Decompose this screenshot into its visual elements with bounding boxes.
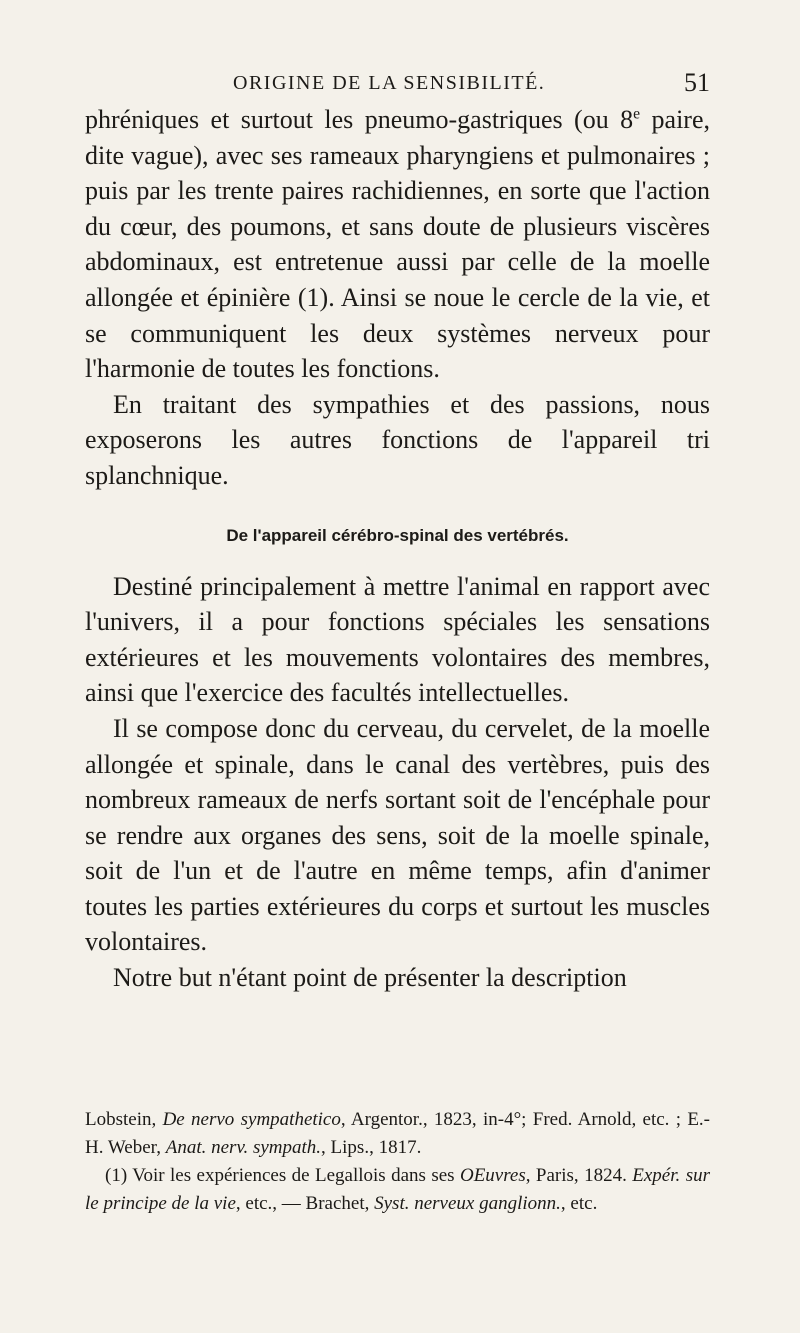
fn2-text-b: , Paris, 1824. — [525, 1165, 633, 1186]
ordinal-superscript: e — [633, 105, 641, 123]
main-text — [85, 102, 710, 996]
fn2-title-3: Syst. nerveux ganglionn. — [374, 1193, 561, 1214]
fn2-text-a: (1) Voir les expériences de Legallois dans ses — [105, 1165, 460, 1186]
footnotes — [85, 1106, 710, 1218]
footnote-1 — [85, 1162, 710, 1218]
fn2-text-c: , etc., — Brachet, — [235, 1193, 375, 1214]
paragraph-2: En traitant des sympathies et des passions, nous exposerons les autres fonctions de l'appareil tri splanchnique. — [85, 389, 710, 490]
paragraph-1 — [85, 102, 710, 387]
footnote-continued — [85, 1106, 710, 1162]
fn2-text-d: , etc. — [560, 1193, 598, 1214]
fn1-title-2: Anat. nerv. sympath. — [165, 1137, 322, 1158]
page-header — [85, 68, 710, 102]
section-heading: De l'appareil cérébro-spinal des vertébrés. — [226, 525, 569, 545]
paragraph-1-rest: paire, dite vague), avec ses rameaux pharyngiens et pulmonaires ; puis par les trente paires rachidiennes, en sorte que l'action du cœur, des poumons, et sans doute de plusieurs viscères abdominaux, est entretenue aussi par celle de la moelle allongée et épinière (1). Ainsi se noue le cercle de la vie, et se communiquent les deux systèmes nerveux pour l'harmonie de toutes les fonctions. — [85, 105, 711, 384]
fn2-title-1: OEuvres — [459, 1165, 526, 1186]
fn1-text-c: , Lips., 1817. — [321, 1137, 422, 1158]
fn1-title-1: De nervo sympathetico — [162, 1109, 341, 1130]
paragraph-4: Il se compose donc du cerveau, du cervelet, de la moelle allongée et spinale, dans le canal des vertèbres, puis des nombreux rameaux de nerfs sortant soit de l'encéphale pour se rendre aux organes des sens, soit de la moelle spinale, soit de l'un et de l'autre en même temps, afin d'animer toutes les parties extérieures du corps et surtout les muscles volontaires. — [85, 713, 710, 957]
paragraph-5: Notre but n'étant point de présenter la description — [113, 963, 627, 993]
running-title: ORIGINE DE LA SENSIBILITÉ. — [233, 72, 546, 94]
fn1-text-b: , Argentor., 1823, in-4°; Fred. Arnold, etc. ; E.-H. Weber, — [85, 1109, 711, 1158]
paragraph-3: Destiné principalement à mettre l'animal en rapport avec l'univers, il a pour fonctions spéciales les sensations extérieures et les mouvements volontaires des membres, ainsi que l'exercice des facultés intellectuelles. — [85, 571, 710, 708]
fn1-text-a: Lobstein, — [85, 1109, 163, 1130]
paragraph-1-start: phréniques et surtout les pneumo-gastriques (ou 8 — [85, 105, 634, 134]
fn2-title-2: Expér. sur le principe de la vie — [85, 1165, 710, 1214]
page-number: 51 — [684, 68, 710, 97]
